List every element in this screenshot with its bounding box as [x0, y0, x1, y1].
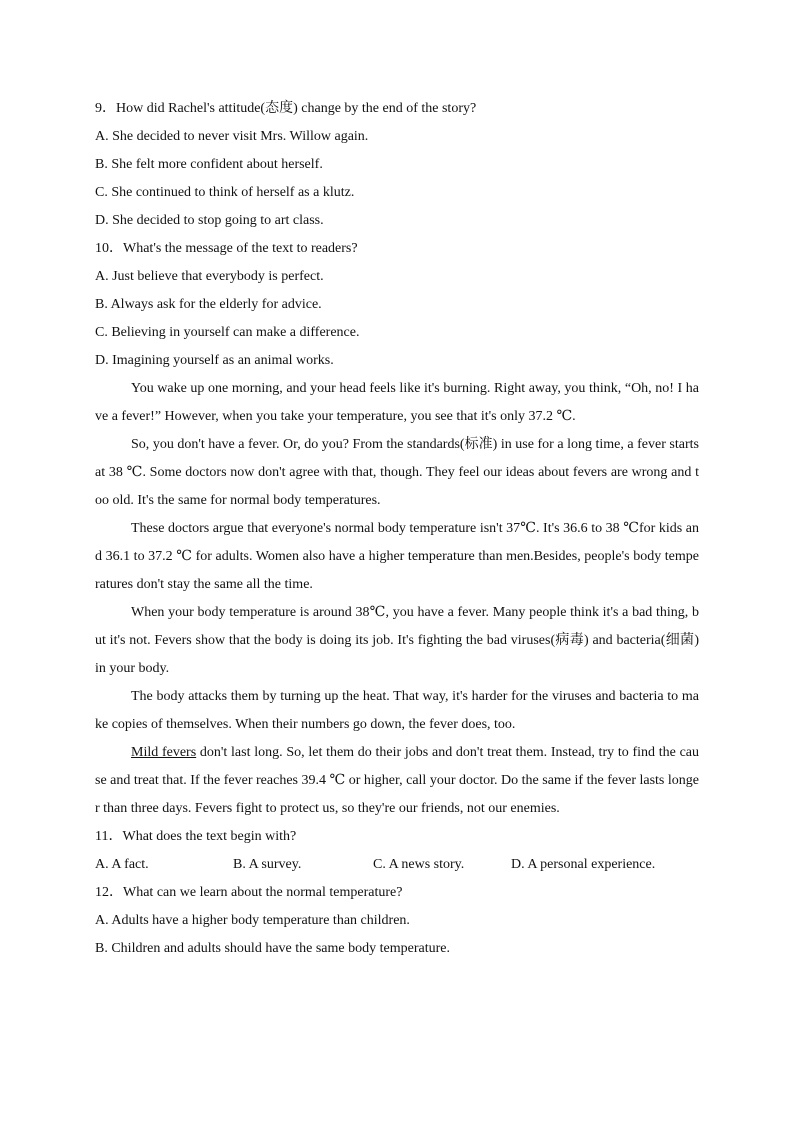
question-10-stem: 10．What's the message of the text to readers? [95, 241, 358, 256]
question-9-option-a: A. She decided to never visit Mrs. Willow again. [95, 129, 369, 144]
question-11-option-a: A. A fact. [95, 857, 149, 872]
question-10-option-d: D. Imagining yourself as an animal works. [95, 353, 334, 368]
question-10-option-a: A. Just believe that everybody is perfect. [95, 269, 324, 284]
passage-paragraph-5: The body attacks them by turning up the heat. That way, it's harder for the viruses and bacteria to make copies of themselves. When their numbers go down, the fever does, too. [95, 689, 699, 732]
question-11-stem: 11．What does the text begin with? [95, 829, 297, 844]
question-11-option-b: B. A survey. [233, 857, 302, 872]
question-12-option-a: A. Adults have a higher body temperature than children. [95, 913, 410, 928]
question-11-option-c: C. A news story. [373, 857, 465, 872]
question-10-option-c: C. Believing in yourself can make a difference. [95, 325, 360, 340]
question-11-options [95, 851, 699, 879]
underlined-phrase: Mild fevers [131, 745, 197, 760]
passage-paragraph-4: When your body temperature is around 38℃, you have a fever. Many people think it's a bad thing, but it's not. Fevers show that the body is doing its job. It's fighting the bad viruses(病毒) and bacteria(细菌) in your body. [95, 605, 699, 676]
question-9-option-c: C. She continued to think of herself as a klutz. [95, 185, 355, 200]
question-12-stem: 12．What can we learn about the normal temperature? [95, 885, 403, 900]
question-9-option-d: D. She decided to stop going to art class. [95, 213, 324, 228]
passage-paragraph-3: These doctors argue that everyone's normal body temperature isn't 37℃. It's 36.6 to 38 ℃for kids and 36.1 to 37.2 ℃ for adults. Women also have a higher temperature than men.Besides, people's body temperatures don't stay the same all the time. [95, 521, 699, 592]
question-10-option-b: B. Always ask for the elderly for advice. [95, 297, 322, 312]
question-9-option-b: B. She felt more confident about herself. [95, 157, 323, 172]
passage-paragraph-6-text: don't last long. So, let them do their jobs and don't treat them. Instead, try to find the cause and treat that. If the fever reaches 39.4 ℃ or higher, call your doctor. Do the same if the fever lasts longer than three days. Fevers fight to protect us, so they're our friends, not our enemies. [95, 745, 699, 816]
document-page [95, 95, 699, 963]
question-9-stem: 9．How did Rachel's attitude(态度) change by the end of the story? [95, 101, 477, 116]
passage-paragraph-2: So, you don't have a fever. Or, do you? From the standards(标准) in use for a long time, a fever starts at 38 ℃. Some doctors now don't agree with that, though. They feel our ideas about fevers are wrong and too old. It's the same for normal body temperatures. [95, 437, 699, 508]
passage-paragraph-1: You wake up one morning, and your head feels like it's burning. Right away, you think, “Oh, no! I have a fever!” However, when you take your temperature, you see that it's only 37.2 ℃. [95, 381, 699, 424]
question-12-option-b: B. Children and adults should have the same body temperature. [95, 941, 450, 956]
question-11-option-d: D. A personal experience. [511, 857, 656, 872]
passage-paragraph-6 [95, 739, 699, 823]
